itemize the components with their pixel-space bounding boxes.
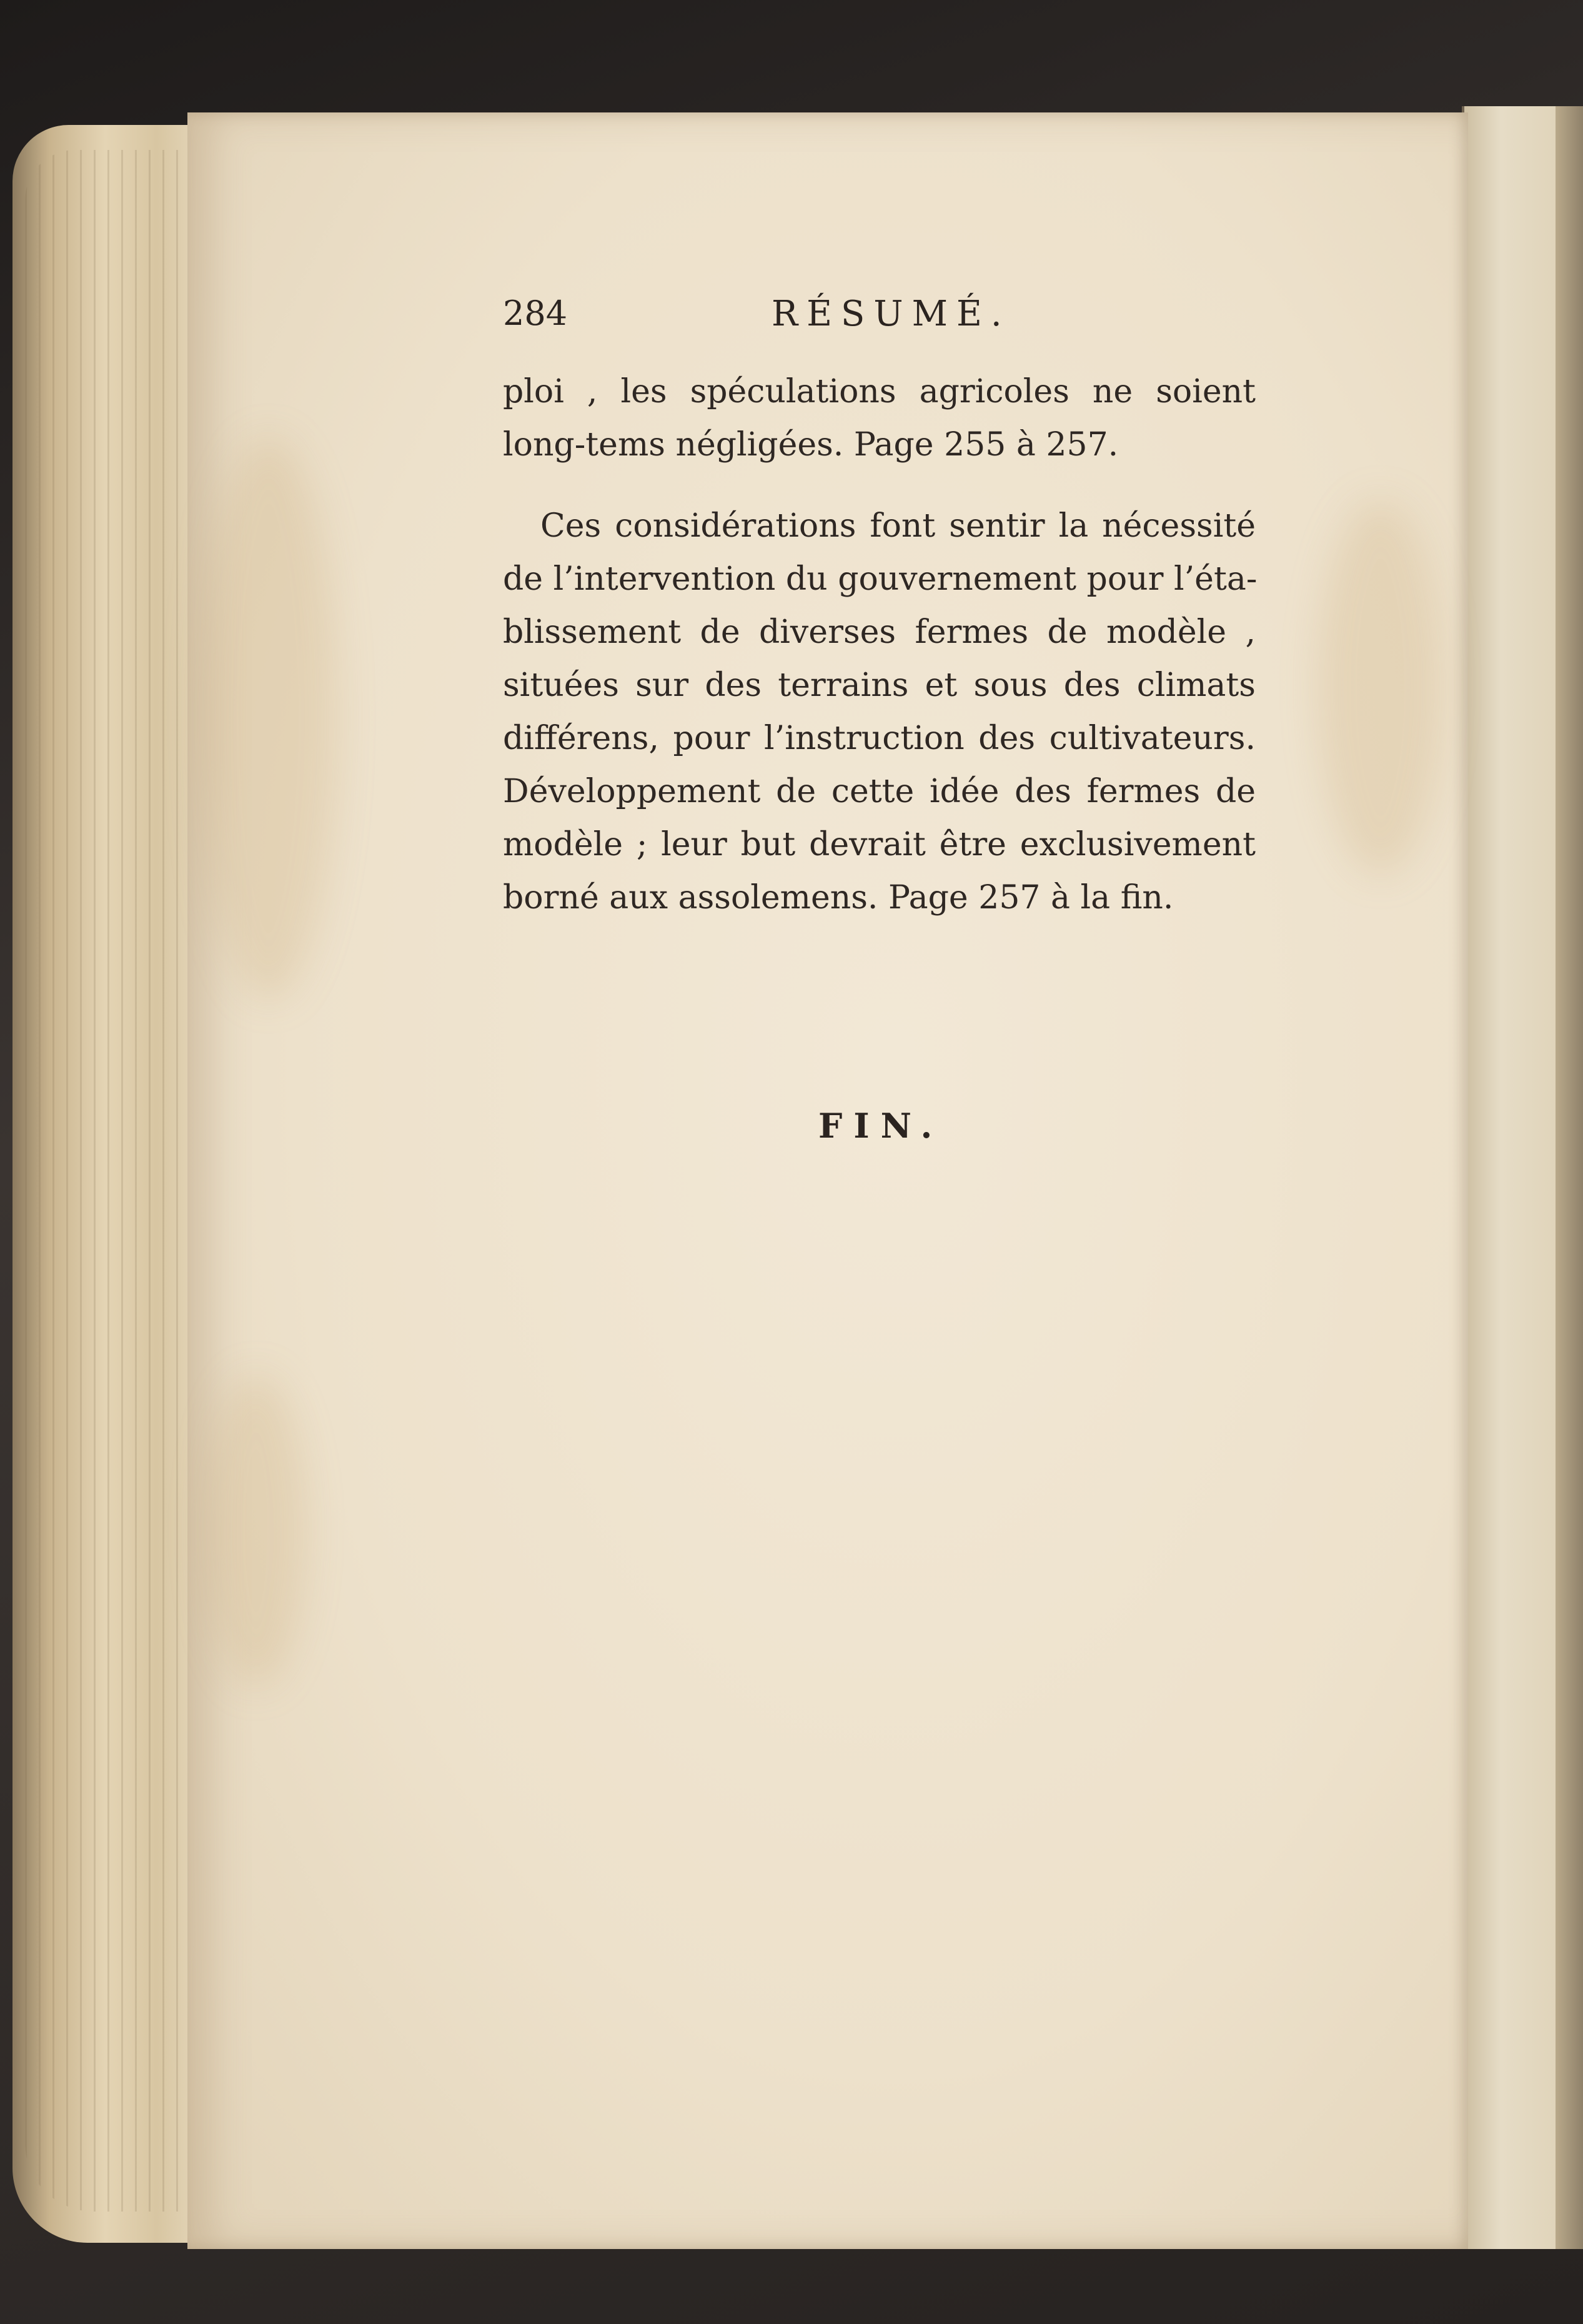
fin-ending: FIN. bbox=[818, 1106, 944, 1146]
text-line: différens, pour l’instruction des cultivateurs. bbox=[503, 720, 1256, 757]
text-line: ploi , les spéculations agricoles ne soient bbox=[503, 373, 1256, 410]
text-line: blissement de diverses fermes de modèle , bbox=[503, 613, 1256, 651]
foxing-stain bbox=[206, 1374, 306, 1687]
page-stack-deckle bbox=[25, 150, 200, 2212]
text-line: long-tems négligées. Page 255 à 257. bbox=[503, 426, 1119, 464]
text-line: de l’intervention du gouvernement pour l’éta- bbox=[503, 560, 1258, 598]
body-text bbox=[503, 365, 1256, 925]
foxing-stain bbox=[1318, 500, 1443, 875]
running-head: RÉSUMÉ. bbox=[772, 294, 1011, 334]
page-header bbox=[503, 294, 1040, 344]
foxing-stain bbox=[200, 437, 337, 1000]
text-line: situées sur des terrains et sous des climats bbox=[503, 667, 1256, 704]
text-line: Ces considérations font sentir la nécessité bbox=[540, 507, 1256, 545]
page-number: 284 bbox=[503, 294, 568, 333]
paragraph-gap bbox=[503, 472, 1256, 500]
text-line: Développement de cette idée des fermes de bbox=[503, 773, 1256, 810]
facing-page-shadow bbox=[1556, 106, 1583, 2249]
text-line: modèle ; leur but devrait être exclusivement bbox=[503, 826, 1256, 863]
text-line: borné aux assolemens. Page 257 à la fin. bbox=[503, 879, 1174, 916]
